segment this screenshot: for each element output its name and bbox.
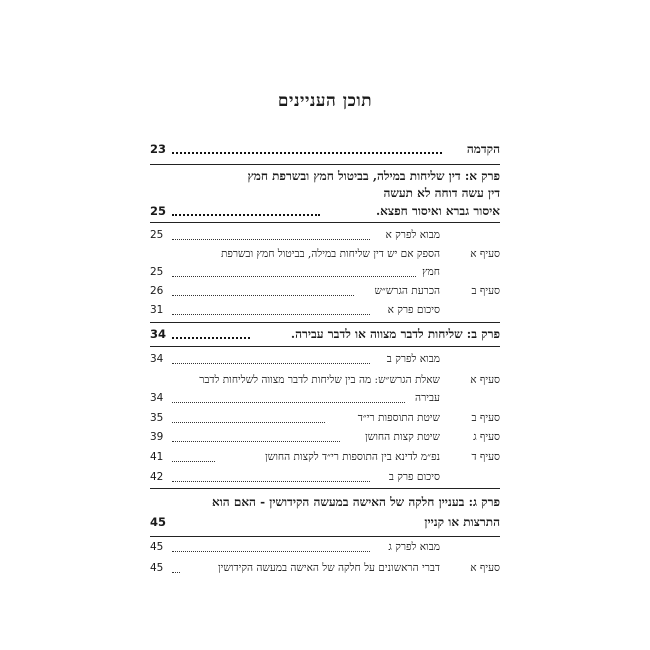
section-divider <box>150 164 500 165</box>
toc-entry[interactable] <box>150 351 500 369</box>
toc-entry-continued[interactable] <box>150 390 500 408</box>
toc-entry-text: דברי הראשונים על חלקה של האישה במעשה הקידושין <box>218 562 440 574</box>
toc-entry-text: שיטת קצות החושן <box>365 431 440 443</box>
dot-leader <box>172 363 370 364</box>
toc-entry-label: סעיף ב <box>471 285 500 297</box>
toc-entry-text: מבוא לפרק ג <box>388 541 440 553</box>
toc-entry[interactable] <box>150 302 500 320</box>
dot-leader <box>172 152 442 154</box>
dot-leader <box>172 422 325 423</box>
toc-entry-text: מבוא לפרק א <box>385 229 440 241</box>
toc-entry-page: 35 <box>150 412 164 424</box>
dot-leader <box>172 572 180 573</box>
part-c-heading-text-2: התרצות או קניין <box>424 515 500 529</box>
toc-entry[interactable] <box>150 539 500 557</box>
part-a-heading-text-3: איסור גברא ואיסור חפצא. <box>375 204 500 218</box>
toc-entry[interactable] <box>150 227 500 245</box>
toc-entry-page: 45 <box>150 562 164 574</box>
toc-entry-page: 45 <box>150 541 164 553</box>
toc-entry-text: סיכום פרק ב <box>388 471 440 483</box>
toc-entry-text-cont: עבירה <box>415 392 440 404</box>
toc-entry-page: 26 <box>150 285 164 297</box>
toc-entry-page: 34 <box>150 353 164 365</box>
toc-entry-text: הספק אם יש דין שליחות במילה, בביטול חמץ ובשרפת <box>220 248 440 260</box>
part-b-heading-text: פרק ב: שליחות לדבר מצווה או לדבר עבירה. <box>290 327 500 341</box>
toc-entry-text: הכרעת הגרש״ש <box>374 285 440 297</box>
toc-entry[interactable] <box>150 246 500 264</box>
toc-entry-label: סעיף ג <box>473 431 500 443</box>
section-divider <box>150 346 500 347</box>
section-divider <box>150 222 500 223</box>
dot-leader <box>172 337 250 339</box>
toc-entry-page: 39 <box>150 431 164 443</box>
toc-entry-page: 41 <box>150 451 164 463</box>
toc-entry-page: 34 <box>150 392 164 404</box>
dot-leader <box>172 551 370 552</box>
part-c-page: 45 <box>150 515 167 529</box>
toc-entry-label: סעיף א <box>470 248 500 260</box>
toc-entry-page: 42 <box>150 471 164 483</box>
toc-entry-continued[interactable] <box>150 264 500 282</box>
part-a-heading-line-2[interactable] <box>150 185 500 203</box>
part-c-heading-line-2[interactable] <box>150 514 500 532</box>
toc-entry-text: מבוא לפרק ב <box>386 353 440 365</box>
part-b-page: 34 <box>150 327 167 341</box>
dot-leader <box>172 481 370 482</box>
part-a-heading-line-1[interactable] <box>150 168 500 186</box>
part-a-heading-line-3[interactable] <box>150 203 500 221</box>
part-c-heading-line-1[interactable] <box>150 494 500 512</box>
dot-leader <box>172 461 215 462</box>
part-a-page: 25 <box>150 204 167 218</box>
toc-entry-page: 25 <box>150 266 164 278</box>
dot-leader <box>172 295 354 296</box>
section-divider <box>150 322 500 323</box>
dot-leader <box>172 441 340 442</box>
toc-entry-label: סעיף א <box>470 374 500 386</box>
toc-entry-text: שיטת התוספות רי״ד <box>357 412 440 424</box>
part-a-heading-text-1: פרק א: דין שליחות במילה, בביטול חמץ ובשרפת חמץ <box>247 169 500 183</box>
toc-entry-label: סעיף א <box>470 562 500 574</box>
dot-leader <box>172 214 320 216</box>
dot-leader <box>172 402 405 403</box>
part-a-heading-text-2: דין עשה דוחה לא תעשה <box>383 186 500 200</box>
toc-entry[interactable] <box>150 410 500 428</box>
toc-intro-row[interactable] <box>150 141 500 159</box>
toc-entry[interactable] <box>150 469 500 487</box>
dot-leader <box>172 239 370 240</box>
toc-entry-page: 25 <box>150 229 164 241</box>
toc-entry[interactable] <box>150 372 500 390</box>
toc-entry[interactable] <box>150 283 500 301</box>
toc-entry-text: סיכום פרק א <box>387 304 440 316</box>
dot-leader <box>172 314 370 315</box>
toc-entry[interactable] <box>150 429 500 447</box>
toc-entry-page: 31 <box>150 304 164 316</box>
toc-entry-text-cont: חמץ <box>422 266 440 278</box>
toc-entry[interactable] <box>150 560 500 578</box>
toc-entry-text: נפ״מ לדינא בין התוספות רי״ד לקצות החושן <box>265 451 440 463</box>
section-divider <box>150 488 500 489</box>
toc-intro-text: הקדמה <box>466 142 500 156</box>
toc-entry-label: סעיף ד <box>471 451 500 463</box>
toc-entry-label: סעיף ב <box>471 412 500 424</box>
toc-intro-page: 23 <box>150 142 167 156</box>
section-divider <box>150 536 500 537</box>
dot-leader <box>172 276 416 277</box>
toc-entry[interactable] <box>150 449 500 467</box>
toc-entry-text: שאלת הגרש״ש: מה בין שליחות לדבר מצווה לשליחות לדבר <box>199 374 440 386</box>
part-b-heading[interactable] <box>150 326 500 344</box>
part-c-heading-text-1: פרק ג: בעניין חלקה של האישה במעשה הקידושין - האם הוא <box>212 495 500 509</box>
page-title: תוכן העניינים <box>277 91 373 111</box>
